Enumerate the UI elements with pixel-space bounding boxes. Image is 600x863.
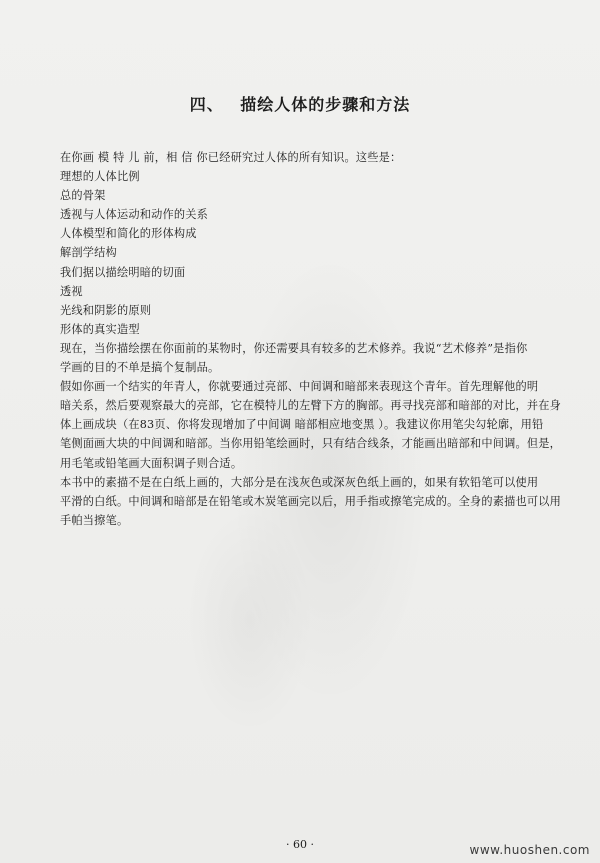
intro-line: 在你画 模 特 儿 前，相 信 你已经研究过人体的所有知识。这些是： [60, 151, 402, 164]
list-item: 理想的人体比例 [60, 170, 140, 184]
page-title: 四、 描绘人体的步骤和方法 [189, 95, 411, 114]
paragraph-line: 用毛笔或铅笔画大面积调子则合适。 [60, 456, 243, 470]
paragraph-line: 本书中的素描不是在白纸上画的，大部分是在浅灰色或深灰色纸上画的，如果有软铅笔可以使用 [60, 475, 539, 489]
list-item: 我们据以描绘明暗的切面 [60, 265, 186, 279]
list-item: 透视与人体运动和动作的关系 [60, 208, 209, 222]
paragraph-line: 假如你画一个结实的年青人，你就要通过亮部、中间调和暗部来表现这个青年。首先理解他的明 [60, 380, 539, 394]
paragraph-line: 暗关系，然后要观察最大的亮部，它在模特儿的左臂下方的胸部。再寻找亮部和暗部的对比，并在身 [60, 399, 562, 413]
paragraph-line: 学画的目的不单是搞个复制品。 [60, 361, 220, 375]
list-item: 光线和阴影的原则 [60, 303, 152, 317]
paragraph-line: 现在，当你描绘摆在你面前的某物时，你还需要具有较多的艺术修养。我说“艺术修养”是指你 [60, 341, 528, 355]
list-item: 人体模型和简化的形体构成 [60, 227, 197, 241]
list-item: 透视 [60, 284, 83, 298]
page-number: · 60 · [286, 838, 314, 851]
paragraph-line: 笔侧面画大块的中间调和暗部。当你用铅笔绘画时，只有结合线条，才能画出暗部和中间调。但是， [60, 437, 562, 451]
list-item: 解剖学结构 [60, 246, 117, 260]
list-item: 总的骨架 [60, 189, 106, 203]
knowledge-list [60, 167, 580, 339]
body-text [60, 148, 580, 530]
list-item: 形体的真实造型 [60, 322, 140, 336]
paragraph-line: 体上画成块（在83页、你将发现增加了中间调 暗部相应地变黑 ）。我建议你用笔尖勾轮廓，用铅 [60, 418, 544, 432]
paragraph-line: 手帕当擦笔。 [60, 513, 129, 527]
paragraph-art-cultivation [60, 339, 580, 377]
site-watermark: www.huoshen.com [469, 843, 590, 857]
paragraph-line: 平滑的白纸。中间调和暗部是在铅笔或木炭笔画完以后，用手指或擦笔完成的。全身的素描也可以用 [60, 494, 562, 508]
paragraph-paper [60, 473, 580, 530]
paragraph-light-dark [60, 377, 580, 472]
